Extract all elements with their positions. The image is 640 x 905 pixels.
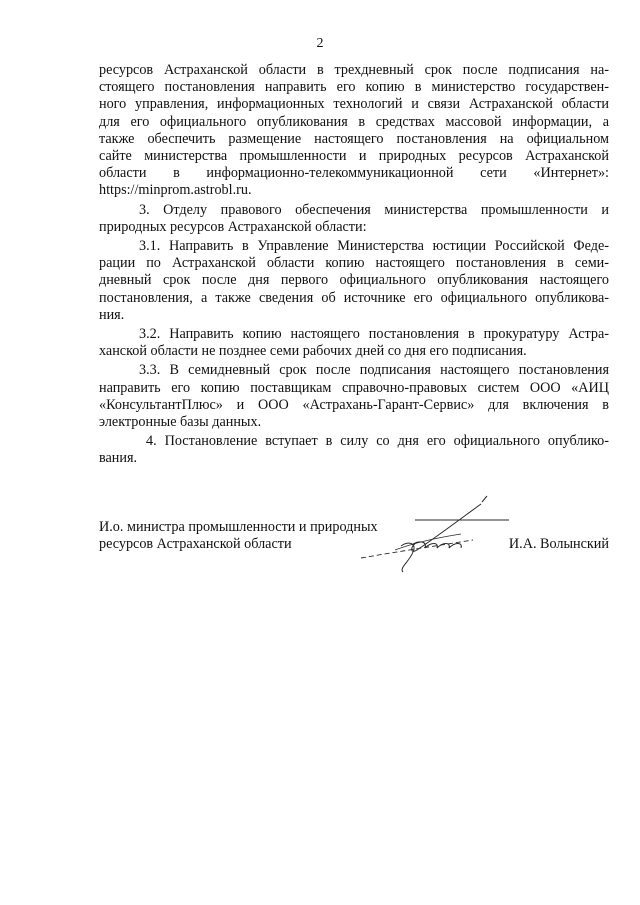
text-line: также обеспечить размещение настоящего постановления на официальном	[99, 130, 609, 147]
text-line: направить его копию поставщикам справочно-правовых систем ООО «АИЦ	[99, 379, 609, 396]
sig-stroke-letters	[413, 542, 461, 548]
text-line: для его официального опубликования в средствах массовой информации, а	[99, 113, 609, 130]
signatory-position	[99, 519, 378, 554]
text-line: стоящего постановления направить его копию в министерство государствен-	[99, 79, 609, 96]
text-line: 3. Отделу правового обеспечения министерства промышленности и	[139, 201, 609, 218]
sig-stroke-tick	[482, 496, 487, 502]
paragraph-item-3-1	[99, 238, 609, 324]
text-line: «КонсультантПлюс» и ООО «Астрахань-Гарант-Сервис» для включения в	[99, 396, 609, 413]
text-line: ханской области не позднее семи рабочих дней со дня его подписания.	[99, 343, 527, 360]
paragraph-item-3-2	[99, 326, 609, 360]
paragraph-item-4	[99, 433, 609, 467]
text-line: ресурсов Астраханской области в трехдневный срок после подписания на-	[99, 62, 609, 78]
page-number: 2	[316, 36, 324, 51]
text-line: ния.	[99, 306, 125, 323]
document-body	[99, 62, 609, 468]
text-line: области в информационно-телекоммуникационной сети «Интернет»:	[99, 165, 609, 182]
text-line: вания.	[99, 450, 138, 467]
sig-stroke-main	[412, 504, 481, 551]
position-line: И.о. министра промышленности и природных	[99, 519, 378, 535]
text-line: 3.1. Направить в Управление Министерства юстиции Российской Феде-	[139, 238, 609, 255]
text-line: 3.2. Направить копию настоящего постановления в прокуратуру Астра-	[139, 326, 609, 343]
handwritten-signature	[355, 490, 515, 580]
text-line: природных ресурсов Астраханской области:	[99, 218, 367, 235]
text-line: 4. Постановление вступает в силу со дня его официального опублико-	[146, 433, 609, 450]
text-line: электронные базы данных.	[99, 414, 262, 431]
text-line: постановления, а также сведения об источнике его официального опубликова-	[99, 289, 609, 306]
signatory-name: И.А. Волынский	[508, 536, 609, 552]
text-line: ного управления, информационных технологий и связи Астраханской области	[99, 96, 609, 113]
text-line: 3.3. В семидневный срок после подписания настоящего постановления	[139, 362, 609, 379]
position-line: ресурсов Астраханской области	[99, 536, 292, 553]
paragraph-item-3-3	[99, 362, 609, 431]
text-line: рации по Астраханской области копию настоящего постановления в семи-	[99, 255, 609, 272]
paragraph-publication-order	[99, 62, 609, 200]
text-line: дневный срок после дня первого официального опубликования настоящего	[99, 272, 609, 289]
website-url: https://minprom.astrobl.ru.	[99, 182, 252, 199]
text-line: сайте министерства промышленности и природных ресурсов Астраханской	[99, 148, 609, 165]
paragraph-item-3	[99, 202, 609, 236]
